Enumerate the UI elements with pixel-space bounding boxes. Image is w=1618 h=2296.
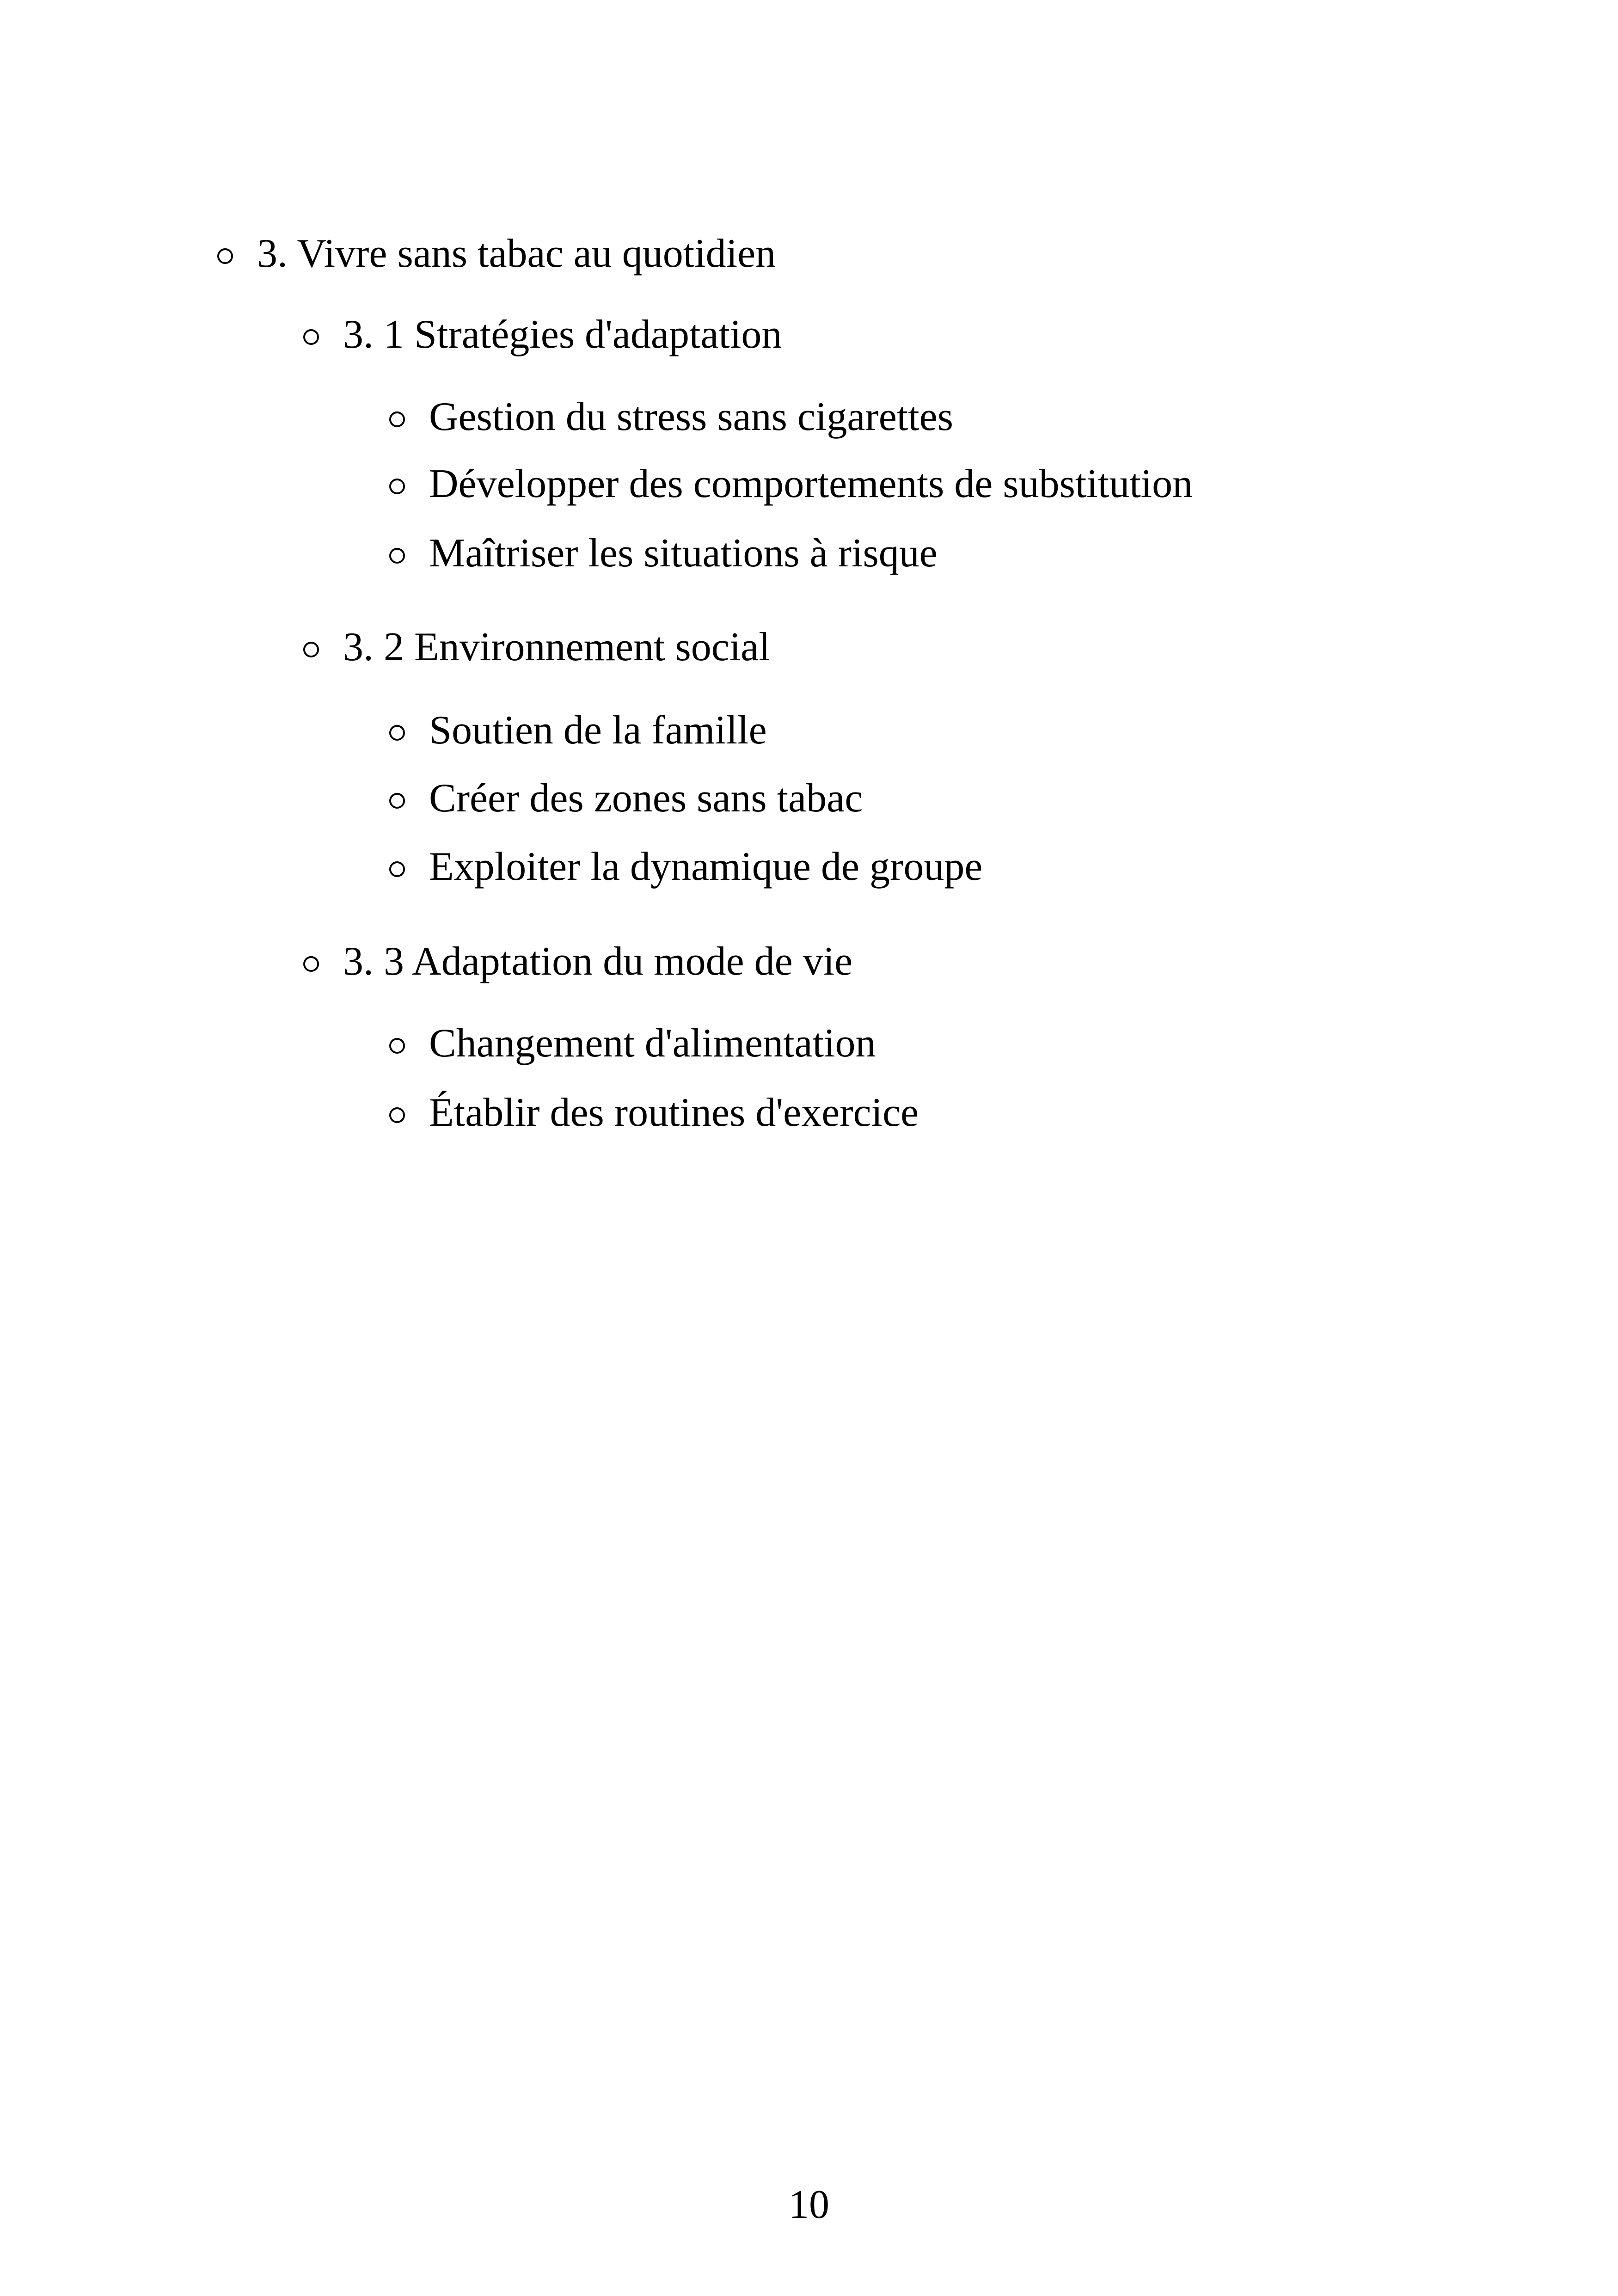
- circle-bullet-icon: [303, 956, 319, 972]
- circle-bullet-icon: [389, 725, 405, 741]
- item-label: Changement d'alimentation: [429, 1021, 876, 1066]
- circle-bullet-icon: [389, 411, 405, 427]
- outline-subsection: [303, 314, 782, 355]
- subsection-title: 3. 2 Environnement social: [343, 625, 770, 669]
- section-title: 3. Vivre sans tabac au quotidien: [257, 231, 776, 276]
- item-label: Exploiter la dynamique de groupe: [429, 844, 983, 889]
- item-label: Établir des routines d'exercice: [429, 1090, 919, 1135]
- item-label: Développer des comportements de substitution: [429, 461, 1193, 506]
- outline-item: [389, 461, 1193, 506]
- circle-bullet-icon: [389, 1107, 405, 1123]
- item-label: Soutien de la famille: [429, 708, 767, 753]
- circle-bullet-icon: [389, 861, 405, 877]
- circle-bullet-icon: [303, 329, 319, 345]
- subsection-title: 3. 3 Adaptation du mode de vie: [343, 939, 853, 984]
- item-label: Maîtriser les situations à risque: [429, 531, 938, 576]
- circle-bullet-icon: [389, 1038, 405, 1054]
- outline-item: [389, 394, 953, 439]
- outline-subsection: [303, 627, 770, 668]
- circle-bullet-icon: [389, 793, 405, 809]
- item-label: Créer des zones sans tabac: [429, 776, 863, 821]
- outline-item: [389, 1023, 876, 1064]
- outline-item: [389, 844, 983, 889]
- circle-bullet-icon: [303, 642, 319, 657]
- outline-item: [389, 778, 863, 819]
- page-number: 10: [789, 2182, 829, 2227]
- outline-section: [217, 233, 776, 274]
- item-label: Gestion du stress sans cigarettes: [429, 394, 953, 439]
- outline-item: [389, 533, 938, 574]
- circle-bullet-icon: [389, 548, 405, 564]
- circle-bullet-icon: [217, 248, 233, 264]
- outline-item: [389, 1090, 919, 1135]
- circle-bullet-icon: [389, 479, 405, 494]
- subsection-title: 3. 1 Stratégies d'adaptation: [343, 312, 782, 357]
- outline-item: [389, 710, 767, 751]
- outline-subsection: [303, 941, 852, 982]
